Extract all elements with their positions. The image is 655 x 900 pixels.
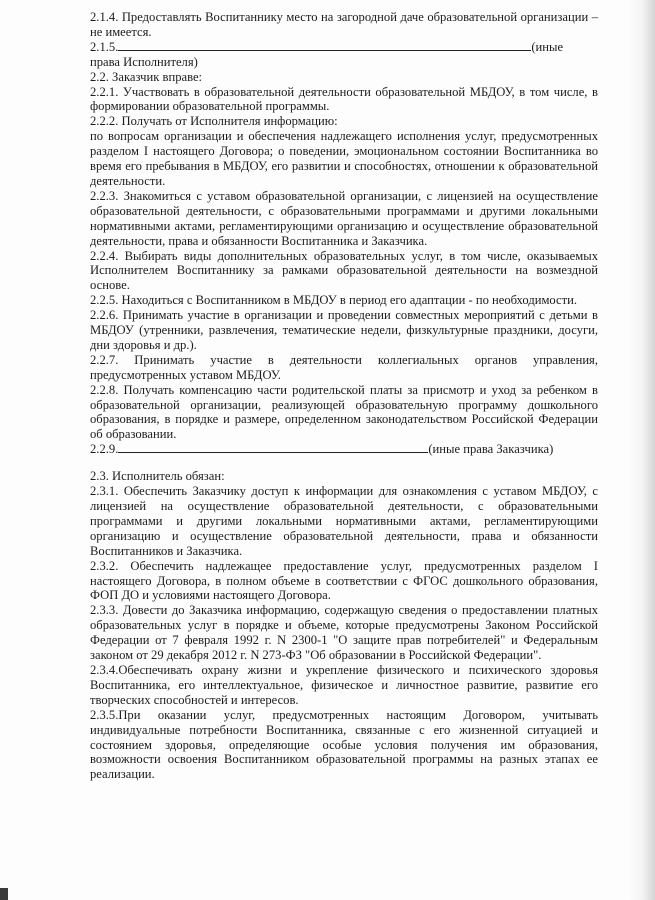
clause-2-3-3: 2.3.3. Довести до Заказчика информацию, содержащую сведения о предоставлении платных образовательных услуг в порядке и объеме, которые предусмотрены Законом Российской Федерации от 7 февраля 1992 г. N 2300-1 "О защите прав потребителей" и Федеральным законом от 29 декабря 2012 г. N 273-ФЗ "Об образовании в Российской Федерации". — [90, 603, 598, 663]
section-2-2-heading: 2.2. Заказчик вправе: — [90, 69, 203, 84]
clause-2-2-2: 2.2.2. Получать от Исполнителя информацию: — [90, 114, 338, 129]
clause-2-1-5-continuation: права Исполнителя) — [90, 54, 198, 69]
clause-2-2-4: 2.2.4. Выбирать виды дополнительных образовательных услуг, в том числе, оказываемых Исполнителем Воспитаннику за рамками образовательной деятельности на возмездной основе. — [90, 248, 598, 293]
clause-2-2-9-suffix: (иные права Заказчика) — [428, 442, 554, 457]
scan-corner-mark — [0, 888, 8, 900]
clause-2-1-5-suffix: (иные — [531, 39, 564, 54]
clause-2-2-7: 2.2.7. Принимать участие в деятельности коллегиальных органов управления, предусмотренных уставом МБДОУ. — [90, 352, 598, 382]
page-edge-shadow — [629, 0, 655, 900]
clause-2-2-6: 2.2.6. Принимать участие в организации и проведении совместных мероприятий с детьми в МБДОУ (утренники, развлечения, тематические недели, физкультурные праздники, досуги, дни здоровья и др.). — [90, 308, 598, 352]
clause-2-3-5: 2.3.5.При оказании услуг, предусмотренных настоящим Договором, учитывать индивидуальные потребности Воспитанника, связанные с его жизненной ситуацией и состоянием здоровья, определяющие особые условия получения им образования, возможности освоения Воспитанником образовательной программы на разных этапах ее реализации. — [90, 707, 598, 782]
clause-2-2-2-continuation: по вопросам организации и обеспечения надлежащего исполнения услуг, предусмотренных разделом I настоящего Договора; о поведении, эмоциональном состоянии Воспитанника во время его пребывания в МБДОУ, его развитии и способностях, отношении к образовательной деятельности. — [90, 129, 598, 188]
clause-2-3-2: 2.3.2. Обеспечить надлежащее предоставление услуг, предусмотренных разделом I настоящего Договора, в полном объеме в соответствии с ФГОС дошкольного образования, ФОП ДО и условиями настоящего Договора. — [90, 558, 598, 603]
clause-2-1-5 — [90, 40, 598, 70]
clause-2-2-1: 2.2.1. Участвовать в образовательной деятельности образовательной МБДОУ, в том числе, в формировании образовательной программы. — [90, 84, 598, 114]
section-2-3-heading: 2.3. Исполнитель обязан: — [90, 469, 225, 484]
clause-2-2-8: 2.2.8. Получать компенсацию части родительской платы за присмотр и уход за ребенком в образовательной организации, реализующей образовательную программу дошкольного образования, в порядке и размере, определенном законодательством Российской Федерации об образовании. — [90, 382, 598, 442]
clause-2-2-3: 2.2.3. Знакомиться с уставом образовательной организации, с лицензией на осуществление образовательной деятельности, с образовательными программами и другими локальными нормативными актами, регламентирующими организацию и осуществление образовательной деятельности, права и обязанности Воспитанника и Заказчика. — [90, 188, 598, 248]
clause-2-1-4: 2.1.4. Предоставлять Воспитаннику место на загородной даче образовательной организации – не имеется. — [90, 10, 598, 39]
document-body — [90, 10, 598, 782]
fill-in-blank-line — [118, 442, 428, 453]
clause-2-1-5-number: 2.1.5. — [90, 39, 119, 54]
clause-2-3-4: 2.3.4.Обеспечивать охрану жизни и укрепление физического и психического здоровья Воспитанника, его интеллектуальное, физическое и личностное развитие, развитие его творческих способностей и интересов. — [90, 662, 598, 707]
fill-in-blank-line — [118, 40, 531, 51]
clause-2-2-5: 2.2.5. Находиться с Воспитанником в МБДОУ в период его адаптации - по необходимости. — [90, 293, 578, 308]
clause-2-2-9 — [90, 442, 598, 457]
section-spacer — [90, 457, 598, 469]
clause-2-3-1: 2.3.1. Обеспечить Заказчику доступ к информации для ознакомления с уставом МБДОУ, с лицензией на осуществление образовательной деятельности, с образовательными программами и другими локальными нормативными актами, регламентирующими организацию и осуществление образовательной деятельности, права и обязанности Воспитанников и Заказчика. — [90, 484, 598, 558]
clause-2-2-9-number: 2.2.9. — [90, 442, 119, 457]
